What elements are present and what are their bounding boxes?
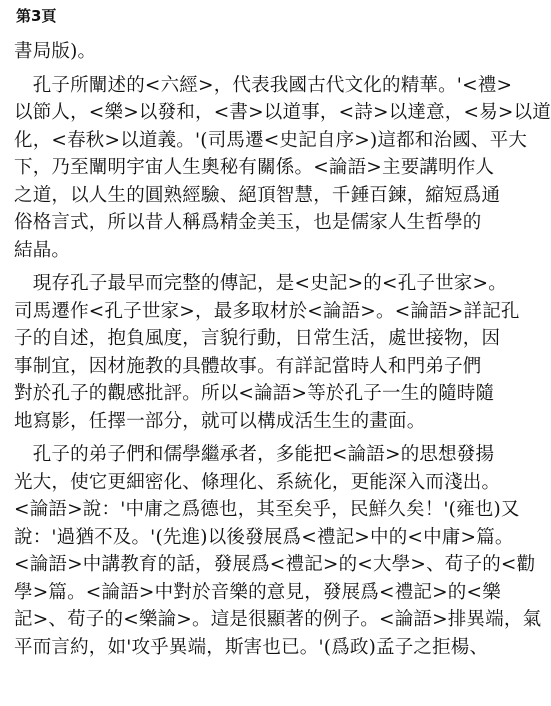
text-line: 下，乃至闡明宇宙人生奧秘有關係。<論語>主要講明作人 [14,157,495,178]
text-line: 子的自述，抱負風度，言貌行動，日常生活，處世接物，因 [14,328,501,349]
text-line: 平而言約，如'攻乎異端，斯害也已。'(爲政)孟子之拒楊、 [14,636,489,658]
text-line: <論語>說：'中庸之爲德也，其至矣乎，民鮮久矣！'(雍也)又 [14,499,520,520]
paragraph [14,38,486,66]
paragraph [14,72,551,265]
text-line: 司馬遷作<孔子世家>，最多取材於<論語>。<論語>詳記孔 [14,300,520,322]
text-line: 俗格言式，所以昔人稱爲精金美玉，也是儒家人生哲學的 [14,212,482,233]
text-line: 書局版)。 [14,41,97,62]
text-line: 以節人，<樂>以發和，<書>以道事，<詩>以達意，<易>以道 [14,102,551,123]
text-line: 地寫影，任擇一部分，就可以構成活生生的畫面。 [14,410,426,432]
text-line: 之道，以人生的圓熟經驗、絕頂智慧，千錘百鍊，縮短爲通 [14,184,501,206]
text-line: 記>、荀子的<樂論>。這是很顯著的例子。<論語>排異端，氣 [14,609,542,630]
text-line: <論語>中講教育的話，發展爲<禮記>的<大學>、荀子的<勸 [14,554,536,575]
text-line: 化，<春秋>以道義。'(司馬遷<史記自序>)這都和治國、平大 [14,129,528,151]
text-line: 事制宜，因材施教的具體故事。有詳記當時人和門弟子們 [14,355,482,377]
text-line: 結晶。 [14,239,71,261]
text-line: 孔子的弟子們和儒學繼承者，多能把<論語>的思想發揚 [14,444,495,465]
page-number: 第3頁 [16,7,57,25]
text-line: 對於孔子的觀感批評。所以<論語>等於孔子一生的隨時隨 [14,383,495,404]
text-line: 學>篇。<論語>中對於音樂的意見，發展爲<禮記>的<樂 [14,581,501,603]
text-line: 說：'過猶不及。'(先進)以後發展爲<禮記>中的<中庸>篇。 [14,526,514,548]
text-line: 孔子所闡述的<六經>，代表我國古代文化的精華。'<禮> [14,74,513,96]
text-line: 光大，使它更細密化、條理化、系統化，更能深入而淺出。 [14,471,501,493]
text-line: 現存孔子最早而完整的傳記，是<史記>的<孔子世家>。 [14,273,507,294]
paragraph [14,270,520,435]
paragraph [14,441,542,661]
